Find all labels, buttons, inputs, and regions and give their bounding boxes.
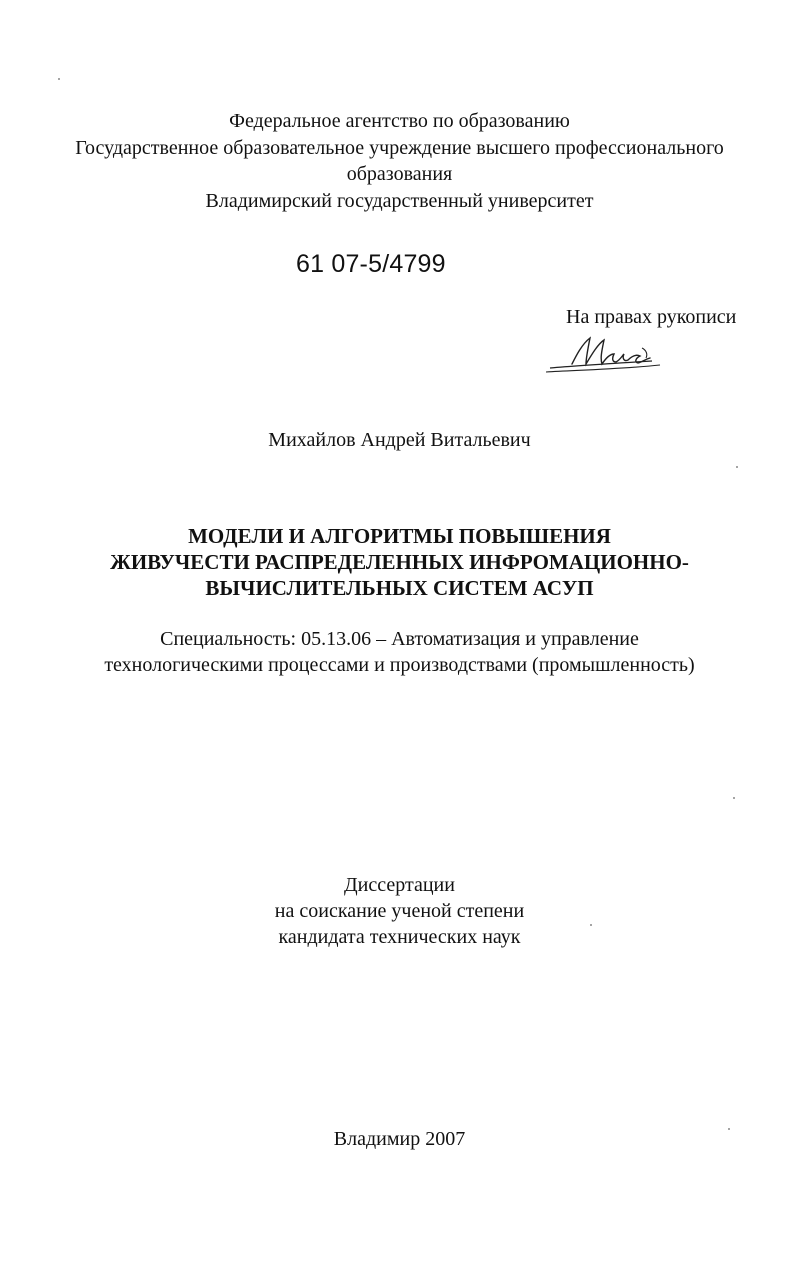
author-name <box>0 427 799 454</box>
institution-header <box>0 108 799 214</box>
specialty-block <box>0 626 799 678</box>
title-line: МОДЕЛИ И АЛГОРИТМЫ ПОВЫШЕНИЯ <box>188 524 611 548</box>
scan-speck <box>728 1128 730 1130</box>
handwritten-signature <box>542 328 672 376</box>
dissertation-title <box>0 523 799 601</box>
specialty-line-continued: технологическими процессами и производствами (промышленность) <box>104 654 695 676</box>
title-line: ВЫЧИСЛИТЕЛЬНЫХ СИСТЕМ АСУП <box>205 576 594 600</box>
degree-line: кандидата технических наук <box>278 926 521 948</box>
manuscript-rights-note: На правах рукописи <box>566 306 737 328</box>
place-and-year <box>0 1126 799 1153</box>
university-line: Владимирский государственный университет <box>205 189 594 212</box>
agency-line: Федеральное агентство по образованию <box>229 110 570 132</box>
institution-line: Государственное образовательное учреждение высшего профессионального <box>75 136 724 159</box>
degree-statement <box>0 872 799 950</box>
place-year-text: Владимир 2007 <box>333 1128 466 1150</box>
author-name-text: Михайлов Андрей Витальевич <box>268 429 531 451</box>
scan-speck <box>733 797 735 799</box>
library-call-number: 61 07-5/4799 <box>296 250 446 278</box>
scan-speck <box>590 924 592 926</box>
title-line: ЖИВУЧЕСТИ РАСПРЕДЕЛЕННЫХ ИНФРОМАЦИОННО- <box>110 550 689 574</box>
specialty-line: Специальность: 05.13.06 – Автоматизация и управление <box>160 628 639 650</box>
degree-line: Диссертации <box>344 874 455 896</box>
institution-line-continued: образования <box>346 163 453 185</box>
scan-speck <box>58 78 60 80</box>
scan-speck <box>736 466 738 468</box>
degree-line: на соискание ученой степени <box>274 900 525 922</box>
